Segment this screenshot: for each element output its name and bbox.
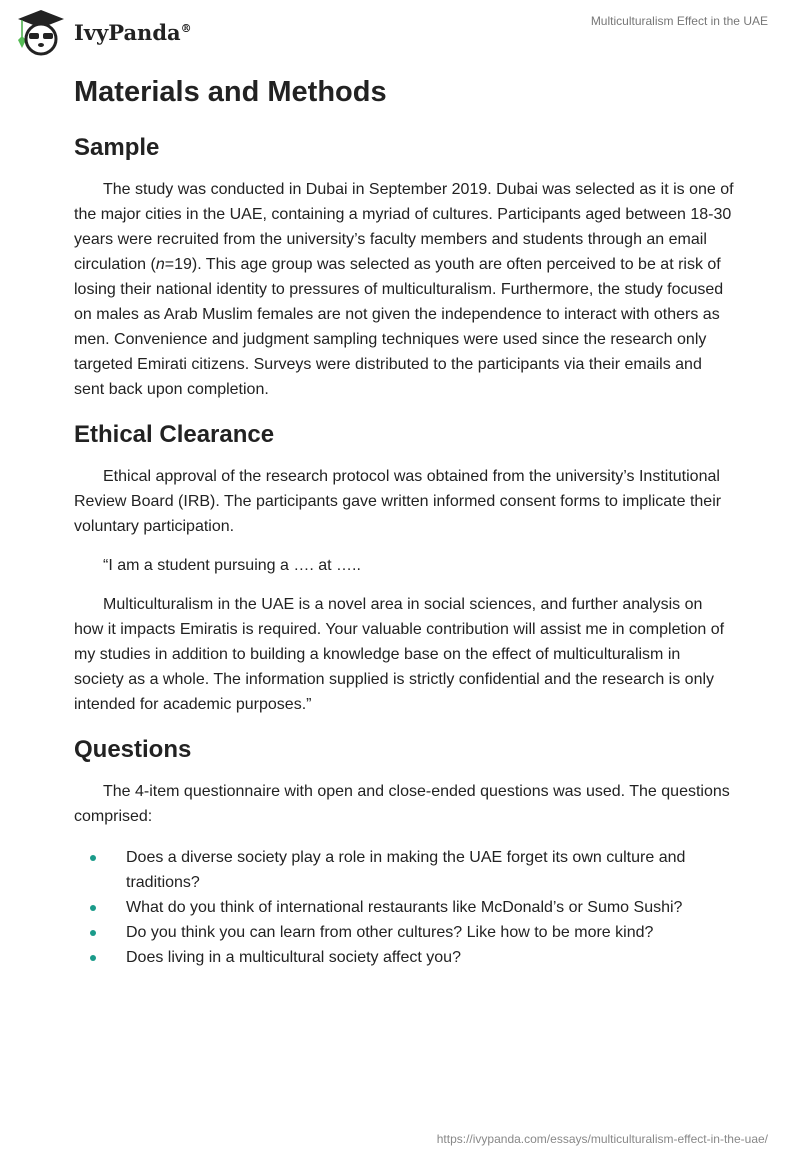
sample-text-1: The study was conducted in Dubai in September 2019. Dubai was selected as it is one of the major cities in the UAE, containing a myriad of cultures. Participants aged between 18-30 years were recruited from the university’s faculty members and students through an email circulation (	[74, 181, 734, 273]
sample-n: n	[155, 256, 165, 273]
ethics-paragraph-2: “I am a student pursuing a …. at …..	[103, 557, 361, 574]
logo-text: IvyPanda	[74, 19, 181, 45]
registered-mark: ®	[180, 21, 192, 35]
article	[74, 70, 734, 970]
sample-paragraph	[74, 177, 734, 402]
list-item: Does living in a multicultural society affect you?	[74, 945, 734, 970]
questions-paragraph: The 4-item questionnaire with open and close-ended questions was used. The questions comprised:	[74, 783, 730, 825]
ethics-paragraph-3: Multiculturalism in the UAE is a novel area in social sciences, and further analysis on how it impacts Emiratis is required. Your valuable contribution will assist me in completion of my studies in addition to building a knowledge base on the effect of multiculturalism in society as a whole. The information supplied is strictly confidential and the research is only intended for academic purposes.”	[74, 596, 725, 713]
document-title: Multiculturalism Effect in the UAE	[590, 14, 768, 28]
page-title: Materials and Methods	[74, 76, 387, 108]
list-item: Do you think you can learn from other cultures? Like how to be more kind?	[74, 920, 734, 945]
ethics-paragraph-1: Ethical approval of the research protocol was obtained from the university’s Institutional Review Board (IRB). The participants gave written informed consent forms to implicate their voluntary participation.	[74, 468, 722, 535]
panda-logo-icon	[16, 8, 66, 56]
section-heading-sample: Sample	[74, 134, 160, 161]
sample-text-2: =19). This age group was selected as youth are often perceived to be at risk of losing their national identity to pressures of multiculturalism. Furthermore, the study focused on males as Arab Muslim females are not given the independence to interact with others as men. Convenience and judgment sampling techniques were used since the research only targeted Emirati citizens. Surveys were distributed to the participants via their emails and sent back upon completion.	[74, 256, 724, 398]
section-heading-questions: Questions	[74, 736, 192, 763]
header	[0, 0, 800, 60]
questions-list	[74, 845, 734, 970]
list-item: What do you think of international restaurants like McDonald’s or Sumo Sushi?	[74, 895, 734, 920]
section-heading-ethics: Ethical Clearance	[74, 421, 275, 448]
footer-url[interactable]: https://ivypanda.com/essays/multiculturalism-effect-in-the-uae/	[436, 1132, 768, 1146]
logo[interactable]	[16, 8, 192, 56]
list-item: Does a diverse society play a role in making the UAE forget its own culture and traditions?	[74, 845, 734, 895]
